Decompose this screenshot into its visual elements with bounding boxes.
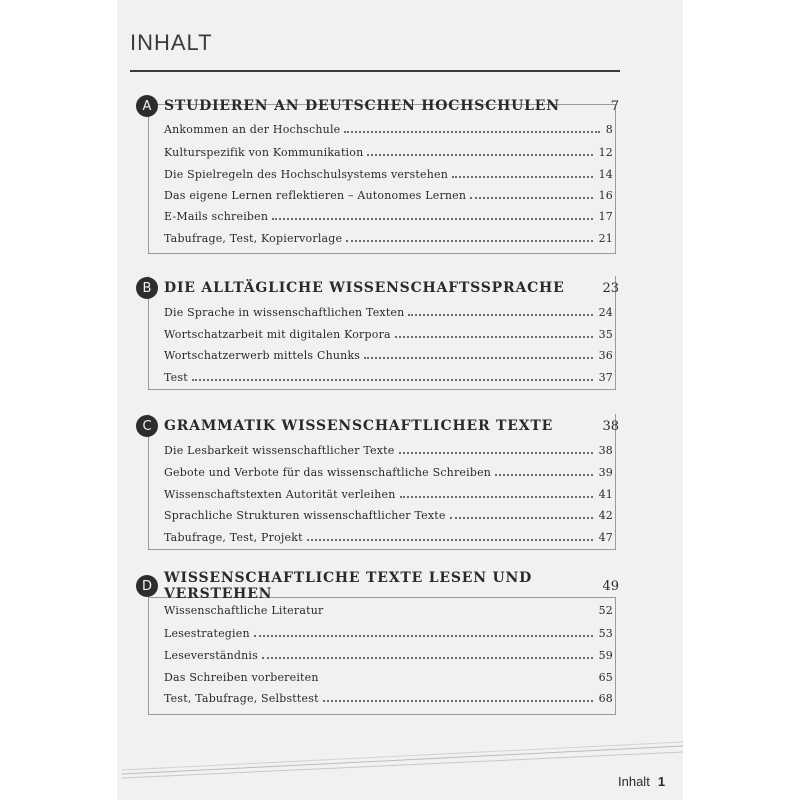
toc-entry-page: 24 [598,306,613,319]
toc-entry[interactable] [164,485,613,501]
toc-entry-page: 39 [598,466,613,479]
section-b-badge: B [136,277,158,299]
section-heading-label: WISSENSCHAFTLICHE TEXTE LESEN UND VERSTEHEN [164,570,533,602]
toc-entry[interactable] [164,601,613,617]
toc-entry[interactable] [164,528,613,544]
dot-leader [272,218,592,220]
dot-leader [192,379,593,381]
toc-entry[interactable] [164,441,613,457]
toc-entry[interactable] [164,646,613,662]
toc-entry-page: 17 [598,210,613,223]
toc-entry-label: Tabufrage, Test, Projekt [164,531,303,544]
toc-entry-label: Kulturspezifik von Kommunikation [164,146,364,159]
toc-entry-page: 53 [598,627,613,640]
dot-leader [495,474,593,476]
footer-label: Inhalt [618,774,650,789]
toc-entry-label: E-Mails schreiben [164,210,269,223]
toc-entry-page: 47 [598,531,613,544]
title-rule [130,70,620,72]
section-b-heading[interactable] [164,278,619,298]
dot-leader [323,700,593,702]
dot-leader [452,176,593,178]
dot-leader [323,679,593,681]
dot-leader [327,612,592,614]
section-d-heading[interactable] [164,570,619,602]
toc-entry-label: Das Schreiben vorbereiten [164,671,319,684]
page-edge-lines [117,740,683,780]
toc-entry-label: Die Sprache in wissenschaftlichen Texten [164,306,405,319]
section-heading-label: STUDIEREN AN DEUTSCHEN HOCHSCHULEN [164,98,560,114]
toc-entry-label: Test, Tabufrage, Selbsttest [164,692,319,705]
toc-entry[interactable] [164,506,613,522]
dot-leader [254,635,593,637]
toc-entry-label: Die Lesbarkeit wissenschaftlicher Texte [164,444,395,457]
footer-page-number: 1 [657,774,666,789]
dot-leader [262,657,593,659]
toc-entry[interactable] [164,624,613,640]
page-title: INHALT [130,30,213,55]
toc-entry-page: 21 [598,232,613,245]
toc-entry[interactable] [164,368,613,384]
toc-entry[interactable] [164,463,613,479]
toc-entry-page: 52 [598,604,613,617]
toc-entry-label: Leseverständnis [164,649,258,662]
toc-entry[interactable] [164,229,613,245]
section-heading-label: DIE ALLTÄGLICHE WISSENSCHAFTSSPRACHE [164,280,565,296]
toc-entry[interactable] [164,186,613,202]
toc-entry-page: 59 [598,649,613,662]
toc-entry-label: Test [164,371,188,384]
toc-entry-label: Sprachliche Strukturen wissenschaftlicher Texte [164,509,446,522]
toc-entry[interactable] [164,207,613,223]
dot-leader [470,197,592,199]
dot-leader [450,517,593,519]
page-footer [618,774,665,789]
toc-entry-label: Wortschatzarbeit mit digitalen Korpora [164,328,391,341]
toc-entry-label: Gebote und Verbote für das wissenschaftliche Schreiben [164,466,492,479]
dot-leader [395,336,593,338]
toc-entry-page: 38 [598,444,613,457]
toc-entry[interactable] [164,120,613,136]
toc-entry-label: Die Spielregeln des Hochschulsystems verstehen [164,168,448,181]
toc-entry[interactable] [164,165,613,181]
dot-leader [344,131,599,133]
toc-entry[interactable] [164,303,613,319]
toc-entry-label: Wortschatzerwerb mittels Chunks [164,349,361,362]
dot-leader [307,539,593,541]
toc-entry-label: Ankommen an der Hochschule [164,123,341,136]
dot-leader [367,154,592,156]
toc-entry[interactable] [164,689,613,705]
dot-leader [408,314,592,316]
toc-entry-page: 36 [598,349,613,362]
toc-entry-label: Lesestrategien [164,627,250,640]
section-page-number: 7 [610,98,619,114]
section-a-badge: A [136,95,158,117]
toc-entry[interactable] [164,668,613,684]
section-page-number: 38 [602,418,619,434]
toc-entry-page: 14 [598,168,613,181]
dot-leader [399,452,593,454]
toc-entry-page: 68 [598,692,613,705]
section-heading-label: GRAMMATIK WISSENSCHAFTLICHER TEXTE [164,418,554,434]
toc-entry-page: 42 [598,509,613,522]
section-page-number: 49 [602,578,619,594]
dot-leader [364,357,592,359]
dot-leader [346,240,592,242]
section-c-badge: C [136,415,158,437]
toc-entry-label: Tabufrage, Test, Kopiervorlage [164,232,343,245]
toc-entry-page: 37 [598,371,613,384]
toc-entry-page: 65 [598,671,613,684]
section-page-number: 23 [602,280,619,296]
toc-entry-page: 8 [605,123,613,136]
toc-entry[interactable] [164,346,613,362]
toc-entry-page: 12 [598,146,613,159]
toc-entry-label: Wissenschaftliche Literatur [164,604,324,617]
toc-entry-page: 16 [598,189,613,202]
toc-entry-page: 35 [598,328,613,341]
toc-entry-page: 41 [598,488,613,501]
toc-entry-label: Das eigene Lernen reflektieren – Autonomes Lernen [164,189,467,202]
section-a-heading[interactable] [164,96,619,116]
toc-entry[interactable] [164,143,613,159]
section-c-heading[interactable] [164,416,619,436]
section-d-badge: D [136,575,158,597]
toc-entry-label: Wissenschaftstexten Autorität verleihen [164,488,396,501]
toc-entry[interactable] [164,325,613,341]
dot-leader [400,496,593,498]
